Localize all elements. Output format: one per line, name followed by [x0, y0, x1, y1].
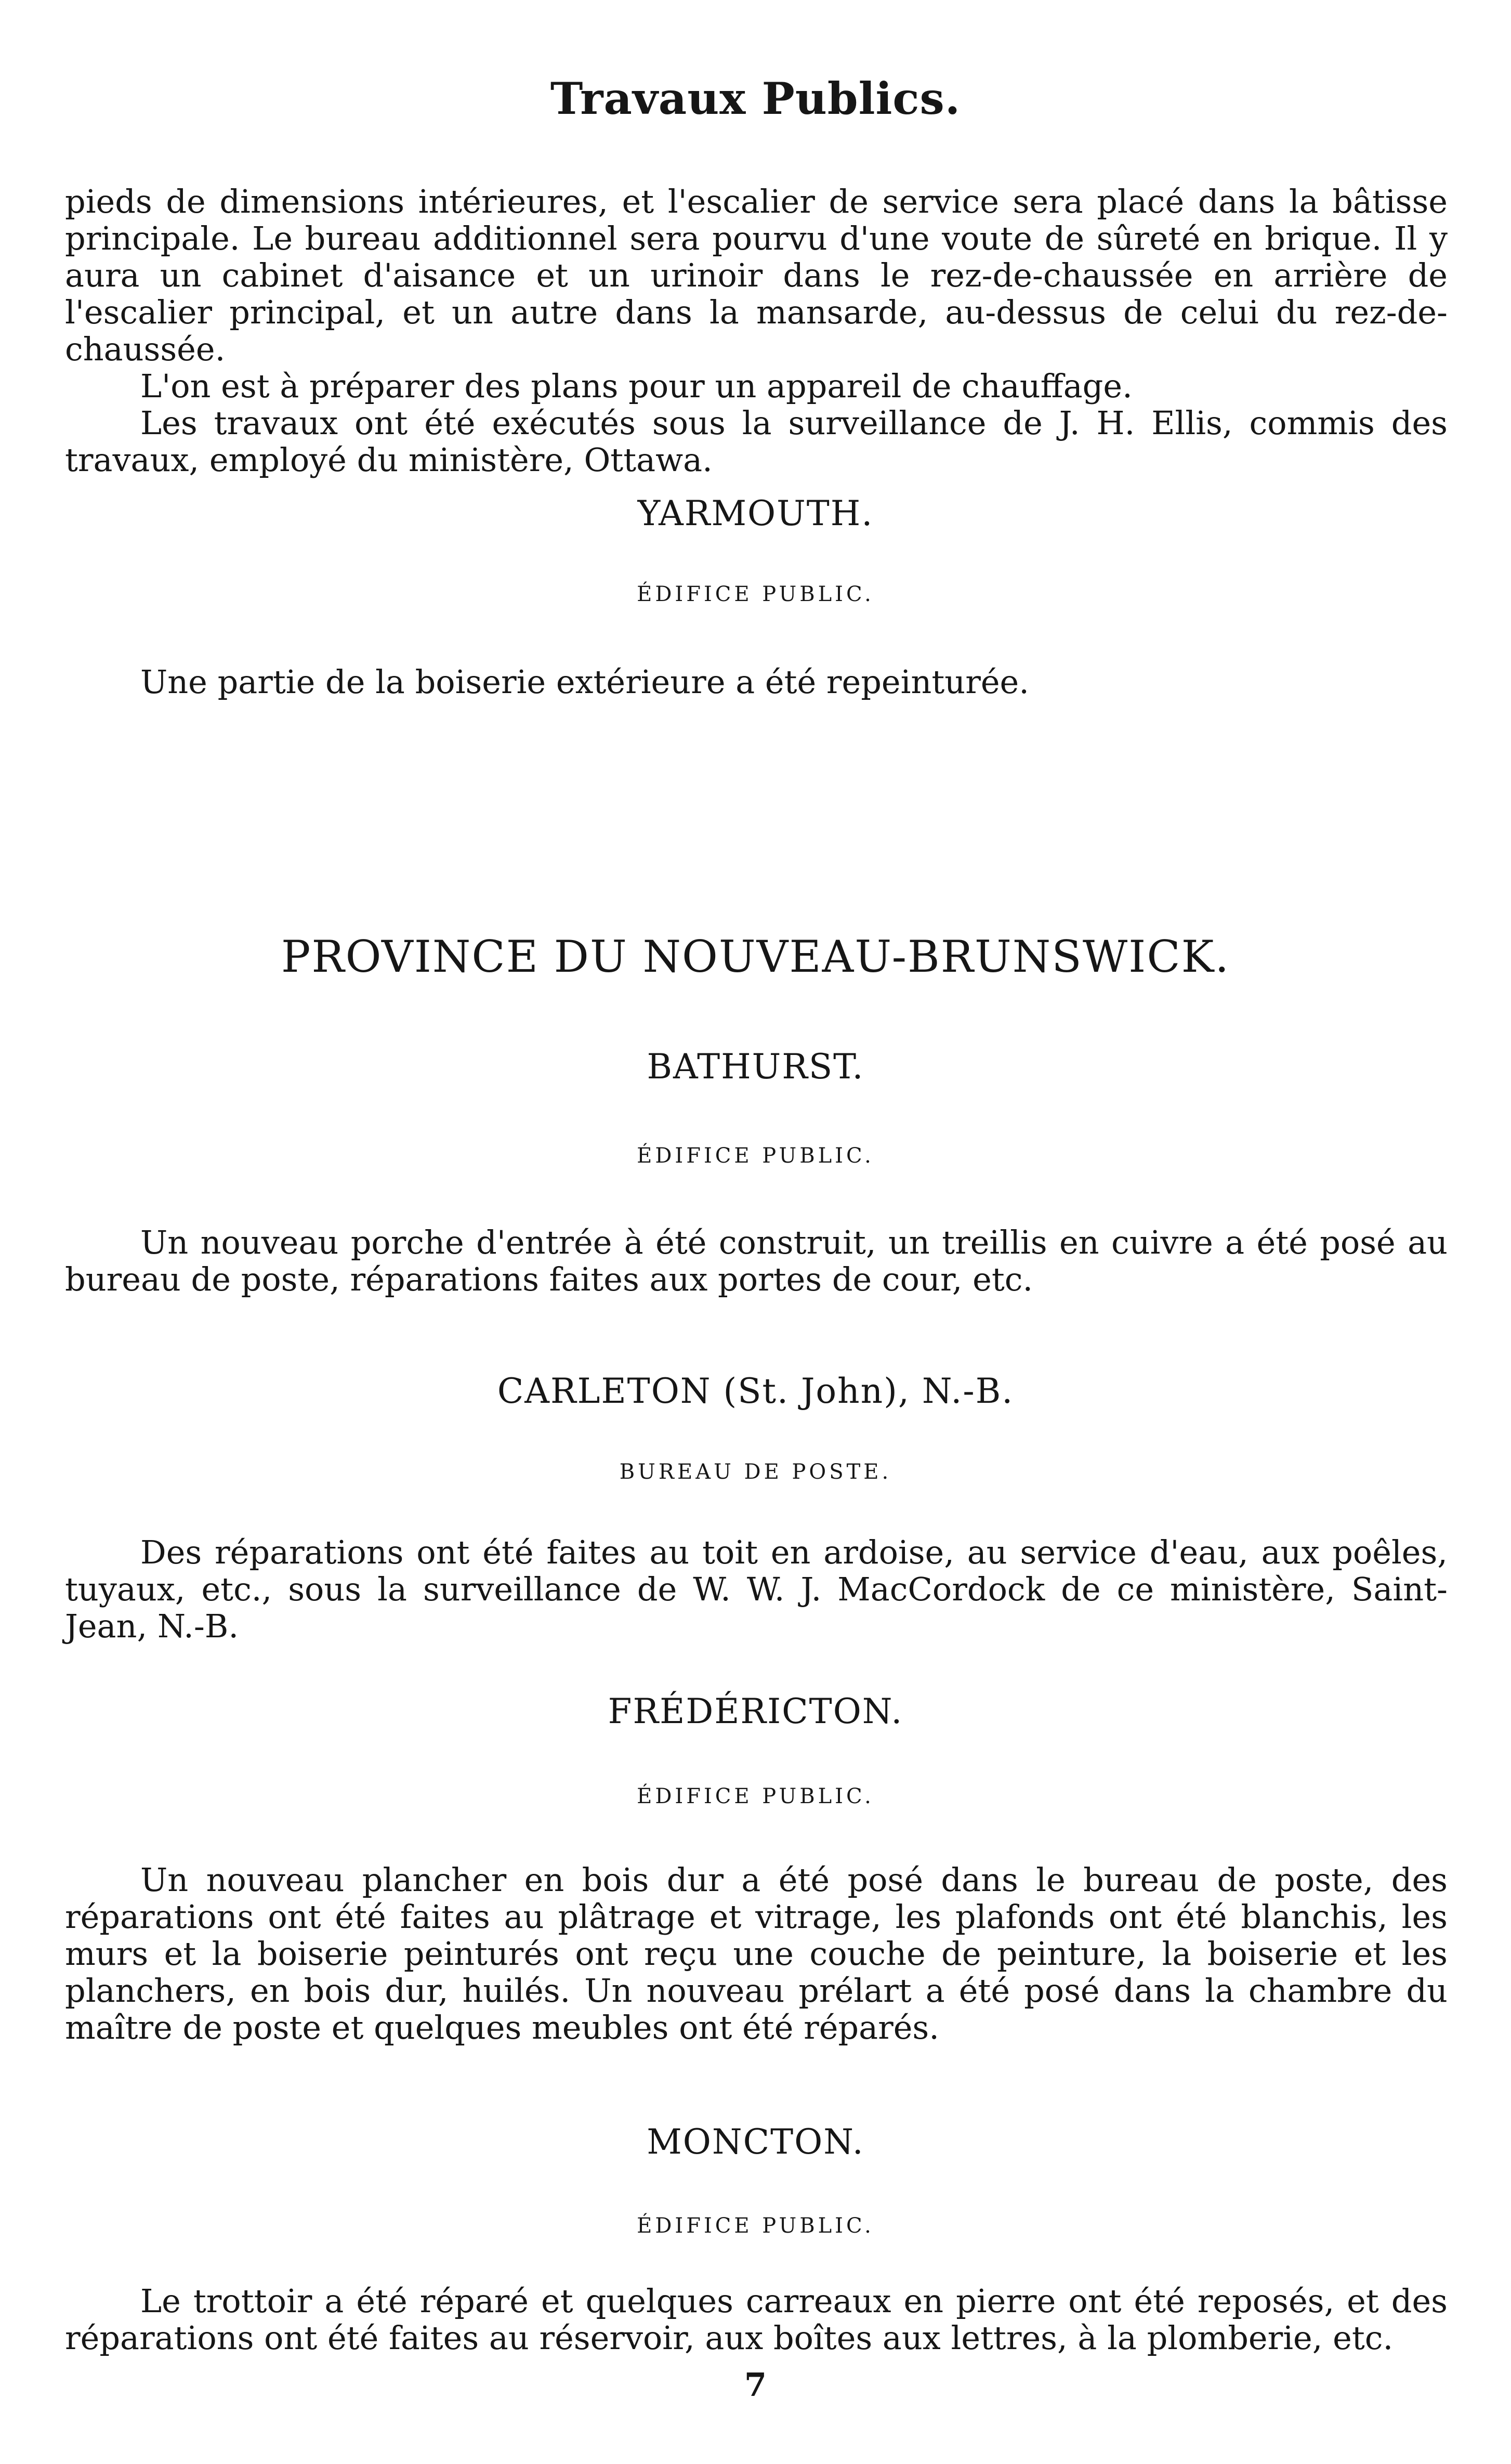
yarmouth-paragraph: Une partie de la boiserie extérieure a été repeinturée. — [140, 663, 1029, 701]
fredericton-subtitle: ÉDIFICE PUBLIC. — [637, 1784, 874, 1808]
intro-section — [65, 183, 1448, 478]
yarmouth-section — [65, 663, 1448, 700]
fredericton-title: FRÉDÉRICTON. — [608, 1691, 903, 1731]
carleton-subtitle: BUREAU DE POSTE. — [619, 1460, 892, 1484]
page-number: 7 — [744, 2366, 767, 2404]
province-title: PROVINCE DU NOUVEAU-BRUNSWICK. — [281, 931, 1230, 982]
yarmouth-title: YARMOUTH. — [637, 493, 874, 533]
fredericton-paragraph: Un nouveau plancher en bois dur a été posé dans le bureau de poste, des réparations ont été faites au plâtrage et vitrage, les plafonds ont été blanchis, les murs et la boiserie peinturés ont reçu une couche de peinture, la boiserie et les planchers, en bois dur, huilés. Un nouveau prélart a été posé dans la chambre du maître de poste et quelques meubles ont été réparés. — [65, 1861, 1448, 2046]
bathurst-paragraph: Un nouveau porche d'entrée à été construit, un treillis en cuivre a été posé au bureau de poste, réparations faites aux portes de cour, etc. — [65, 1223, 1448, 1298]
intro-paragraph-1: pieds de dimensions intérieures, et l'escalier de service sera placé dans la bâtisse principale. Le bureau additionnel sera pourvu d'une voute de sûreté en brique. Il y aura un cabinet d'aisance et un urinoir dans le rez-de-chaussée en arrière de l'escalier principal, et un autre dans la mansarde, au-dessus de celui du rez-de-chaussée. — [65, 182, 1448, 368]
bathurst-title: BATHURST. — [647, 1047, 864, 1087]
bathurst-section — [65, 1224, 1448, 1298]
moncton-subtitle: ÉDIFICE PUBLIC. — [637, 2214, 874, 2238]
fredericton-section — [65, 1861, 1448, 2046]
moncton-paragraph: Le trottoir a été réparé et quelques carreaux en pierre ont été reposés, et des réparations ont été faites au réservoir, aux boîtes aux lettres, à la plomberie, etc. — [65, 2282, 1448, 2357]
intro-paragraph-2: L'on est à préparer des plans pour un appareil de chauffage. — [140, 367, 1133, 405]
bathurst-subtitle: ÉDIFICE PUBLIC. — [637, 1144, 874, 1168]
intro-paragraph-3: Les travaux ont été exécutés sous la surveillance de J. H. Ellis, commis des travaux, employé du ministère, Ottawa. — [65, 404, 1448, 479]
moncton-section — [65, 2283, 1448, 2356]
carleton-section — [65, 1534, 1448, 1645]
carleton-paragraph: Des réparations ont été faites au toit en ardoise, au service d'eau, aux poêles, tuyaux, etc., sous la surveillance de W. W. J. MacCordock de ce ministère, Saint-Jean, N.-B. — [65, 1533, 1448, 1645]
page-header-title: Travaux Publics. — [550, 73, 961, 124]
moncton-title: MONCTON. — [647, 2122, 864, 2162]
carleton-title: CARLETON (St. John), N.-B. — [497, 1371, 1014, 1411]
yarmouth-subtitle: ÉDIFICE PUBLIC. — [637, 582, 874, 606]
